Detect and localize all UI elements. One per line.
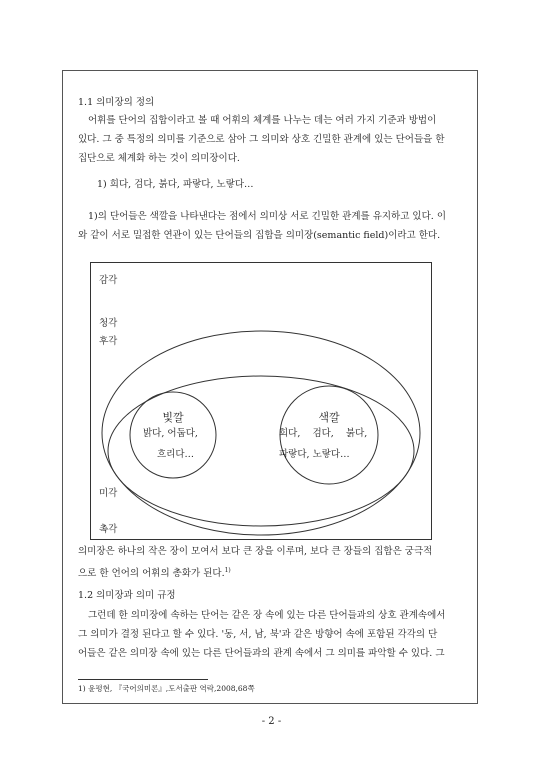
para3-line-3: 어들은 같은 의미장 속에 있는 다른 단어들과의 관계 속에서 그 의미를 파악할 수 있다. 그 — [78, 648, 445, 659]
right-circle-line-1: 희다, 검다, 붉다, — [279, 428, 368, 439]
hierarchy-line-2: 으로 한 언어의 어휘의 총화가 된다. — [78, 568, 225, 580]
paragraph-field-hierarchy — [78, 542, 432, 583]
paragraph-meaning-determination — [78, 606, 445, 663]
page-number: - 2 - — [261, 716, 282, 727]
right-circle-title: 색깔 — [318, 411, 340, 424]
sense-label-hugak: 후각 — [99, 336, 118, 347]
sense-label-chokgak: 촉각 — [99, 524, 118, 535]
sense-label-gamgak: 감각 — [99, 275, 118, 286]
footnote-mark: 1) — [224, 567, 231, 574]
footnote-rule — [78, 679, 208, 680]
para3-line-1: 그런데 한 의미장에 속하는 단어는 같은 장 속에 있는 다른 단어들과의 상호 관계속에서 — [88, 610, 446, 621]
footnote: 1) 윤평현, 『국어의미론』,도서출판 역락,2008,68쪽 — [78, 684, 255, 693]
section-heading-1-1: 1.1 의미장의 정의 — [78, 97, 155, 108]
para1-line-3: 집단으로 체계화 하는 것이 의미장이다. — [78, 153, 240, 164]
paragraph-definition — [78, 111, 445, 168]
para3-line-2: 그 의미가 결정 된다고 할 수 있다. '동, 서, 남, 북'과 같은 방향어 속에 포함된 각각의 단 — [78, 629, 438, 640]
hierarchy-line-1: 의미장은 하나의 작은 장이 모여서 보다 큰 장을 이루며, 보다 큰 장들의 집합은 궁극적 — [78, 546, 433, 557]
example-1: 1) 희다, 검다, 붉다, 파랗다, 노랗다… — [97, 179, 254, 190]
paragraph-semantic-field — [78, 207, 446, 245]
left-circle-title: 빛깔 — [162, 411, 184, 424]
para1-line-1: 어휘를 단어의 집합이라고 볼 때 어휘의 체계를 나누는 데는 여러 가지 기준과 방법이 — [88, 115, 437, 126]
section-heading-1-2: 1.2 의미장과 의미 규정 — [78, 590, 176, 601]
right-circle-line-2: 파랗다, 노랗다… — [279, 449, 350, 460]
left-circle-line-2: 흐리다… — [157, 449, 195, 460]
left-circle-words — [143, 423, 198, 465]
hierarchy-line-2-wrap — [78, 561, 432, 583]
semantic-field-diagram — [90, 262, 432, 540]
diagram-shapes — [91, 263, 433, 541]
para2-line-2: 와 같이 서로 밀접한 연관이 있는 단어들의 집합을 의미장(semantic field)이라고 한다. — [78, 230, 441, 241]
sense-label-cheonggak: 청각 — [99, 318, 118, 329]
sense-label-migak: 미각 — [99, 488, 118, 499]
para1-line-2: 있다. 그 중 특정의 의미를 기준으로 삼아 그 의미와 상호 긴밀한 관계에 있는 단어들을 한 — [78, 134, 445, 145]
left-circle-line-1: 밝다, 어둡다, — [143, 428, 198, 439]
right-circle-words — [279, 423, 367, 465]
para2-line-1: 1)의 단어들은 색깔을 나타낸다는 점에서 의미상 서로 긴밀한 관계를 유지하고 있다. 이 — [88, 211, 447, 222]
